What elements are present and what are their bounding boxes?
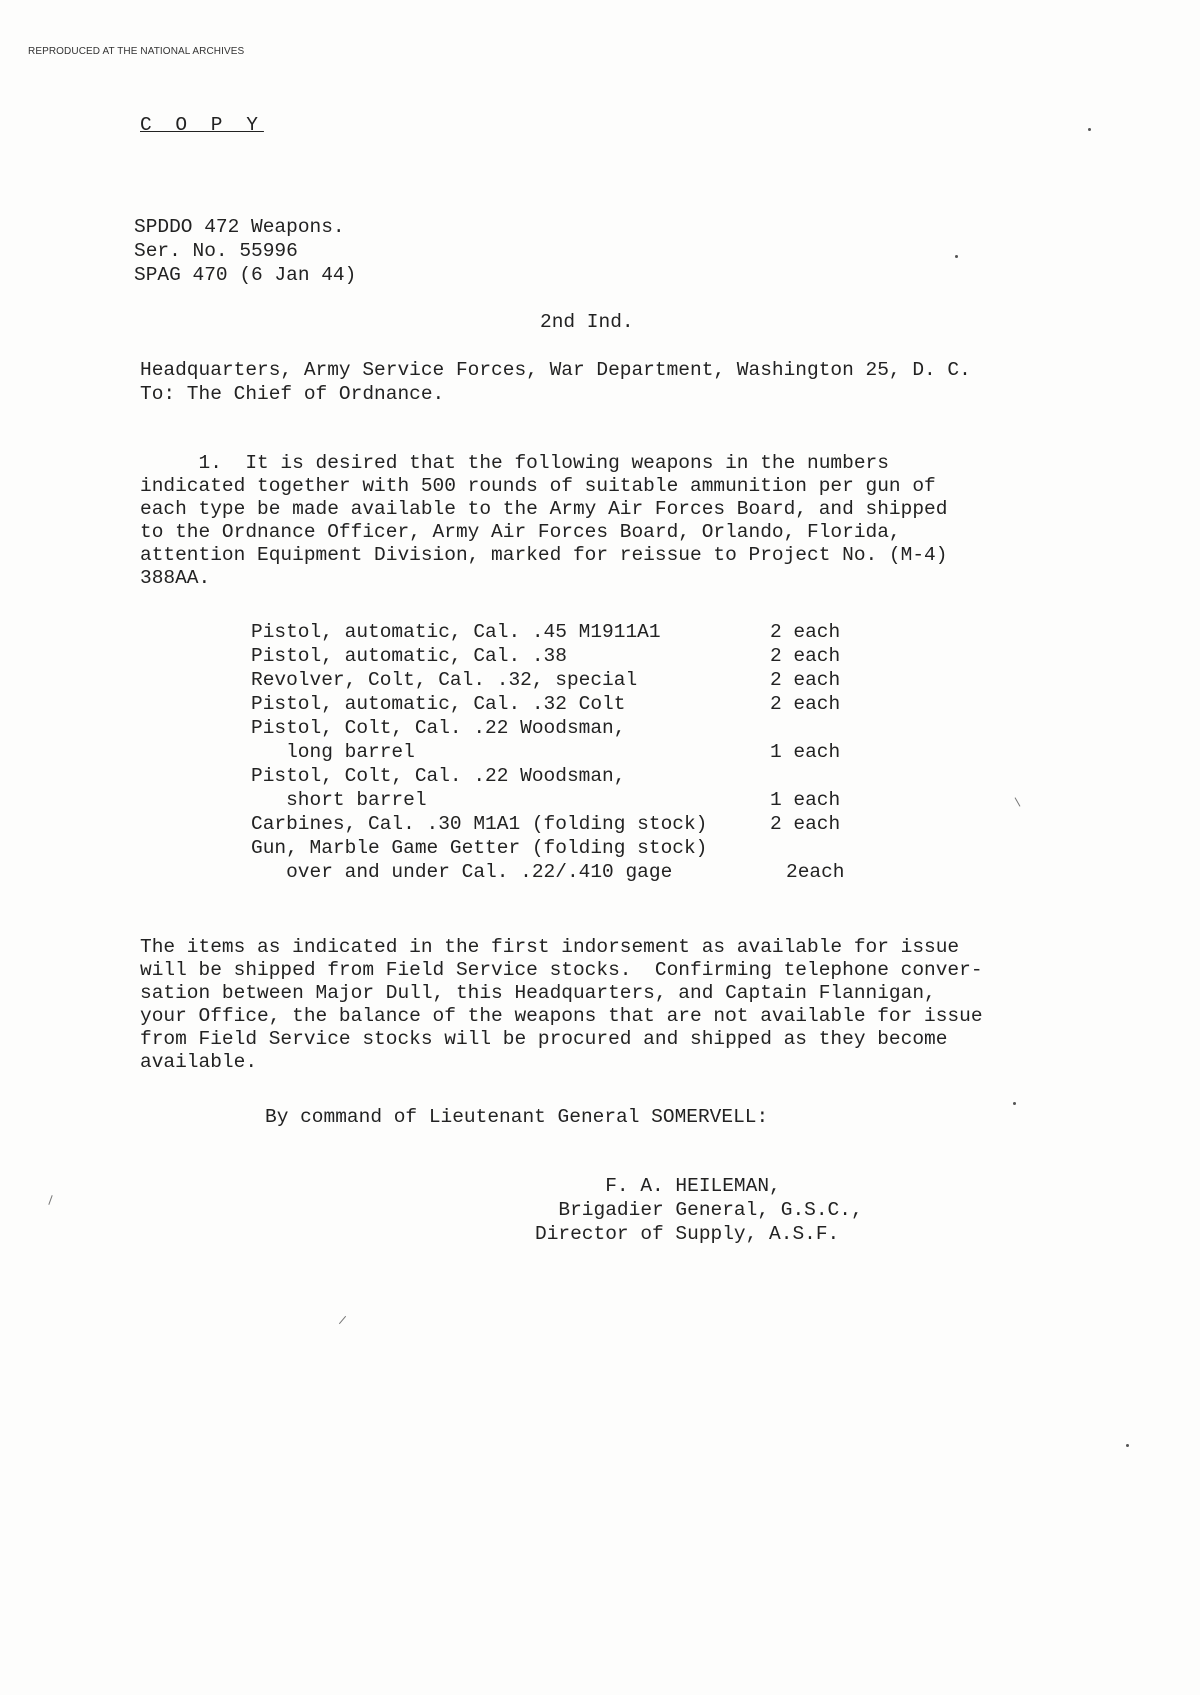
reference-line: SPAG 470 (6 Jan 44) [134, 264, 357, 286]
weapon-item: Pistol, Colt, Cal. .22 Woodsman, [251, 765, 626, 787]
reference-line: Ser. No. 55996 [134, 240, 298, 262]
weapon-item-continuation: over and under Cal. .22/.410 gage [251, 861, 673, 883]
weapon-quantity: 2 each [770, 669, 841, 691]
scan-speck [955, 255, 958, 258]
weapon-item: Carbines, Cal. .30 M1A1 (folding stock) [251, 813, 708, 835]
paragraph-line: sation between Major Dull, this Headquarters, and Captain Flannigan, [140, 982, 936, 1004]
weapon-quantity: 1 each [770, 741, 841, 763]
paragraph-line: your Office, the balance of the weapons that are not available for issue [140, 1005, 983, 1027]
paragraph-line: attention Equipment Division, marked for reissue to Project No. (M-4) [140, 544, 948, 566]
headquarters-line: Headquarters, Army Service Forces, War Department, Washington 25, D. C. [140, 359, 971, 381]
scan-speck [1088, 128, 1091, 131]
weapon-quantity: 1 each [770, 789, 841, 811]
weapon-item: Pistol, automatic, Cal. .38 [251, 645, 567, 667]
paragraph-line: 388AA. [140, 567, 211, 589]
paragraph-line: available. [140, 1051, 258, 1073]
paragraph-line: from Field Service stocks will be procured and shipped as they become [140, 1028, 948, 1050]
scan-speck [1013, 1102, 1016, 1105]
weapon-item: Gun, Marble Game Getter (folding stock) [251, 837, 708, 859]
paragraph-line: to the Ordnance Officer, Army Air Forces Board, Orlando, Florida, [140, 521, 901, 543]
weapon-item: Pistol, Colt, Cal. .22 Woodsman, [251, 717, 626, 739]
scan-speck [1015, 797, 1021, 806]
signature-line: Brigadier General, G.S.C., [535, 1199, 863, 1221]
weapon-item: Pistol, automatic, Cal. .45 M1911A1 [251, 621, 661, 643]
weapon-item-continuation: short barrel [251, 789, 427, 811]
weapon-item: Revolver, Colt, Cal. .32, special [251, 669, 638, 691]
weapon-quantity: 2 each [770, 645, 841, 667]
recipient-line: To: The Chief of Ordnance. [140, 383, 445, 405]
paragraph-line: will be shipped from Field Service stocks. Confirming telephone conver- [140, 959, 983, 981]
reference-line: SPDDO 472 Weapons. [134, 216, 345, 238]
weapon-quantity: 2each [786, 861, 845, 883]
paragraph-line: 1. It is desired that the following weapons in the numbers [140, 452, 889, 474]
scan-speck [1126, 1444, 1129, 1447]
signature-line: Director of Supply, A.S.F. [535, 1223, 840, 1245]
paragraph-line: indicated together with 500 rounds of suitable ammunition per gun of [140, 475, 936, 497]
weapon-item: Pistol, automatic, Cal. .32 Colt [251, 693, 626, 715]
weapon-item-continuation: long barrel [251, 741, 415, 763]
weapon-quantity: 2 each [770, 621, 841, 643]
copy-title: C O P Y [140, 114, 264, 136]
archive-stamp: REPRODUCED AT THE NATIONAL ARCHIVES [28, 46, 245, 57]
weapon-quantity: 2 each [770, 813, 841, 835]
weapon-quantity: 2 each [770, 693, 841, 715]
indorsement-label: 2nd Ind. [540, 311, 634, 333]
paragraph-line: each type be made available to the Army Air Forces Board, and shipped [140, 498, 948, 520]
signature-line: F. A. HEILEMAN, [535, 1175, 781, 1197]
paragraph-line: The items as indicated in the first indorsement as available for issue [140, 936, 960, 958]
scan-speck [339, 1316, 346, 1324]
command-line: By command of Lieutenant General SOMERVELL: [265, 1106, 769, 1128]
scan-speck [48, 1195, 52, 1205]
